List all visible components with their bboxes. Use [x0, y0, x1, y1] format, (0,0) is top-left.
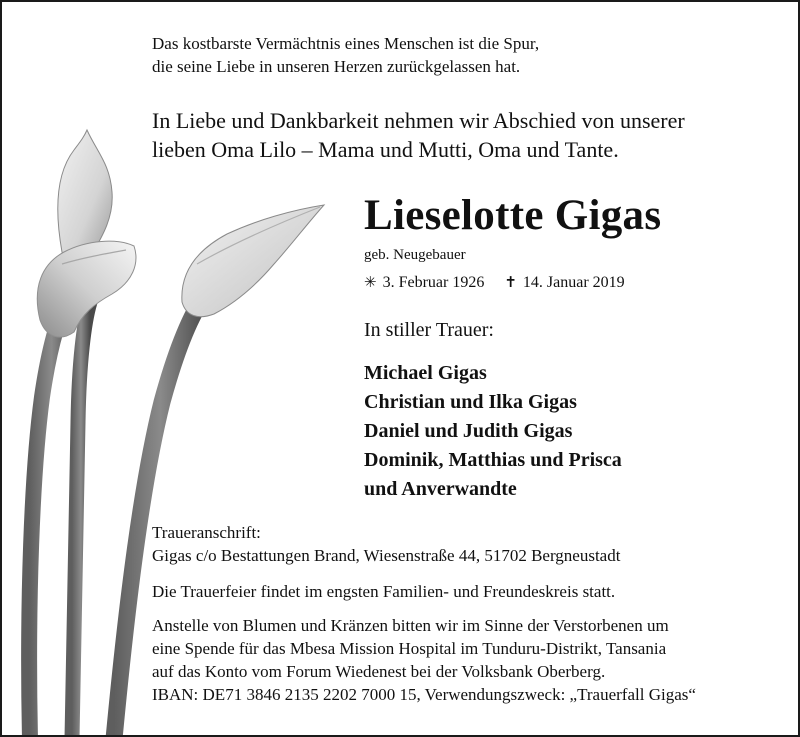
family-member: Daniel und Judith Gigas: [364, 420, 573, 442]
donation-iban-line: IBAN: DE71 3846 2135 2202 7000 15, Verwendungszweck: „Trauerfall Gigas“: [152, 685, 696, 704]
family-member: Dominik, Matthias und Prisca: [364, 449, 622, 471]
donation-line: Anstelle von Blumen und Kränzen bitten wir im Sinne der Verstorbenen um: [152, 616, 669, 635]
donation-request: [152, 614, 696, 706]
motto-quote: [152, 32, 539, 78]
death-date: 14. Januar 2019: [522, 274, 625, 291]
intro-line: In Liebe und Dankbarkeit nehmen wir Abschied von unserer: [152, 108, 685, 133]
deceased-name: Lieselotte Gigas: [364, 192, 662, 239]
donation-line: auf das Konto vom Forum Wiedenest bei der Volksbank Oberberg.: [152, 662, 606, 681]
death-cross-icon: ✝: [504, 275, 517, 291]
birth-date: 3. Februar 1926: [382, 274, 485, 291]
address-line: Gigas c/o Bestattungen Brand, Wiesenstraße 44, 51702 Bergneustadt: [152, 546, 621, 565]
motto-line: die seine Liebe in unseren Herzen zurückgelassen hat.: [152, 57, 521, 76]
donation-line: eine Spende für das Mbesa Mission Hospital im Tunduru-Distrikt, Tansania: [152, 639, 667, 658]
ceremony-note: Die Trauerfeier findet im engsten Familien- und Freundeskreis statt.: [152, 582, 616, 601]
birth-name: geb. Neugebauer: [364, 247, 466, 263]
birth-star-icon: ✳: [364, 275, 377, 291]
mourning-heading: In stiller Trauer:: [364, 319, 494, 341]
family-member: Christian und Ilka Gigas: [364, 391, 577, 413]
intro-text: [152, 106, 685, 164]
family-member: Michael Gigas: [364, 362, 487, 384]
family-member: und Anverwandte: [364, 478, 517, 500]
family-list: [364, 359, 622, 504]
motto-line: Das kostbarste Vermächtnis eines Menschen ist die Spur,: [152, 34, 540, 53]
mourning-address: [152, 521, 620, 567]
life-dates: [364, 272, 625, 294]
stem-middle: [72, 302, 90, 737]
address-label: Traueranschrift:: [152, 523, 261, 542]
intro-line: lieben Oma Lilo – Mama und Mutti, Oma und Tante.: [152, 137, 619, 162]
